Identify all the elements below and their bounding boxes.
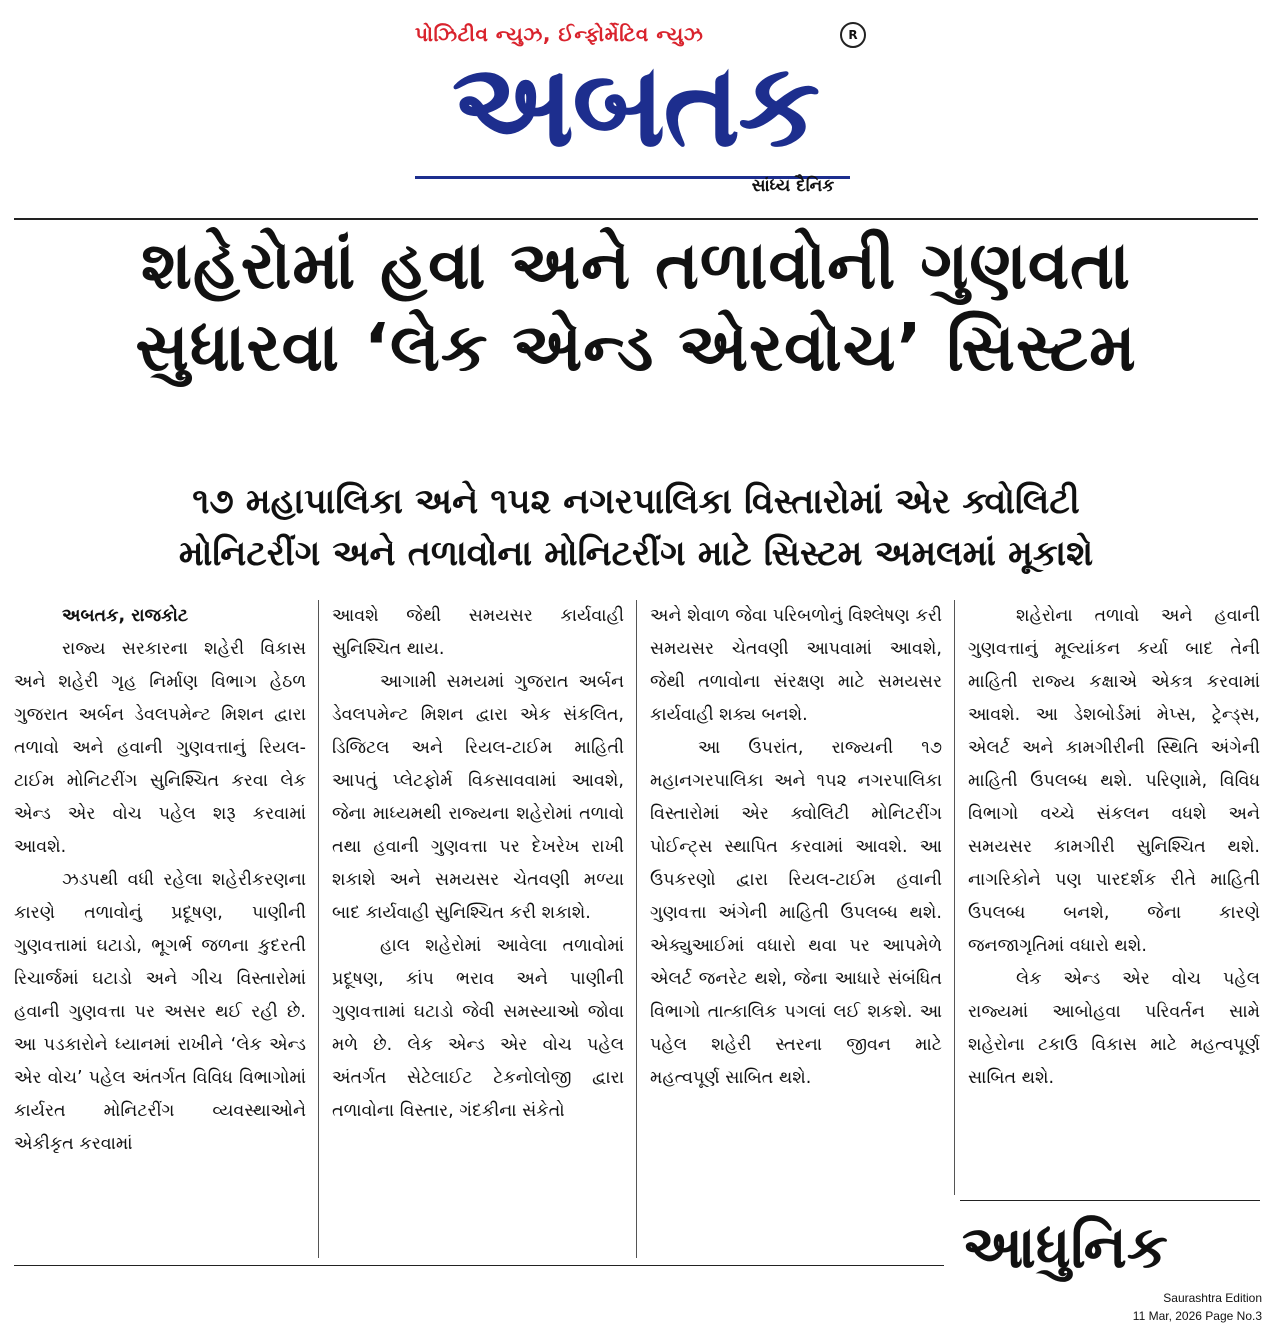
newspaper-logo: અબતક [451, 42, 819, 170]
edition-info [1062, 1289, 1262, 1325]
column-divider [954, 600, 955, 1195]
headline-line-2: સુધારવા ‘લેક એન્ડ એરવોચ’ સિસ્ટમ [135, 309, 1137, 386]
column-divider [636, 600, 637, 1258]
date-page: 11 Mar, 2026 Page No.3 [1132, 1309, 1262, 1323]
article-paragraph: ઝડપથી વધી રહેલા શહેરીકરણના કારણે તળાવોનું પ્રદૂષણ, પાણીની ગુણવત્તામાં ઘટાડો, ભૂગર્ભ જળના કુદરતી રિચાર્જમાં ઘટાડો અને ગીચ વિસ્તારોમાં હવાની ગુણવત્તા પર અસર થઈ રહી છે. આ પડકારોને ધ્યાનમાં રાખીને ‘લેક એન્ડ એર વોચ’ પહેલ અંતર્ગત વિવિધ વિભાગોમાં કાર્યરત મોનિટરીંગ વ્યવસ્થાઓને એકીકૃત કરવામાં [14, 870, 306, 1154]
main-headline [14, 225, 1258, 389]
bottom-divider [14, 1265, 944, 1266]
article-paragraph: આ ઉપરાંત, રાજ્યની ૧૭ મહાનગરપાલિકા અને ૧૫૨ નગરપાલિકા વિસ્તારોમાં એર ક્વોલિટી મોનિટરીંગ પોઈન્ટ્સ સ્થાપિત કરવામાં આવશે. આ ઉપકરણો દ્વારા રિયલ-ટાઈમ હવાની ગુણવત્તા અંગેની માહિતી ઉપલબ્ધ થશે. એક્યુઆઈમાં વધારો થવા પર આપમેળે એલર્ટ જનરેટ થશે, જેના આધારે સંબંધિત વિભાગો તાત્કાલિક પગલાં લઈ શકશે. આ પહેલ શહેરી સ્તરના જીવન માટે મહત્વપૂર્ણ સાબિત થશે. [650, 738, 942, 1088]
masthead [0, 0, 1272, 215]
article-column-4 [968, 600, 1260, 1195]
subheadline-line-1: ૧૭ મહાપાલિકા અને ૧૫૨ નગરપાલિકા વિસ્તારોમાં એર ક્વોલિટી [192, 482, 1080, 522]
header-divider [14, 218, 1258, 220]
cut-off-next-headline [290, 1268, 790, 1296]
article-paragraph: આવશે જેથી સમયસર કાર્યવાહી સુનિશ્ચિત થાય. [332, 606, 624, 659]
subheadline-line-2: મોનિટરીંગ અને તળાવોના મોનિટરીંગ માટે સિસ્ટમ અમલમાં મૂકાશે [178, 534, 1094, 574]
article-column-1 [14, 600, 306, 1258]
article-column-2 [332, 600, 624, 1258]
registered-mark-icon: R [840, 22, 866, 48]
article-paragraph: શહેરોના તળાવો અને હવાની ગુણવત્તાનું મૂલ્યાંકન કર્યા બાદ તેની માહિતી રાજ્ય કક્ષાએ એકત્ર કરવામાં આવશે. આ ડેશબોર્ડમાં મેપ્સ, ટ્રેન્ડ્સ, એલર્ટ અને કામગીરીની સ્થિતિ અંગેની માહિતી ઉપલબ્ધ થશે. પરિણામે, વિવિધ વિભાગો વચ્ચે સંકલન વધશે અને સમયસર કામગીરી સુનિશ્ચિત થશે. નાગરિકોને પણ પારદર્શક રીતે માહિતી ઉપલબ્ધ બનશે, જેના કારણે જનજાગૃતિમાં વધારો થશે. [968, 606, 1260, 956]
article-paragraph: રાજ્ય સરકારના શહેરી વિકાસ અને શહેરી ગૃહ નિર્માણ વિભાગ હેઠળ ગુજરાત અર્બન ડેવલપમેન્ટ મિશન દ્વારા તળાવો અને હવાની ગુણવત્તાનું રિયલ-ટાઈમ મોનિટરીંગ સુનિશ્ચિત કરવા લેક એન્ડ એર વોચ પહેલ શરૂ કરવામાં આવશે. [14, 639, 306, 857]
article-paragraph: હાલ શહેરોમાં આવેલા તળાવોમાં પ્રદૂષણ, કાંપ ભરાવ અને પાણીની ગુણવત્તામાં ઘટાડો જેવી સમસ્યાઓ જોવા મળે છે. લેક એન્ડ એર વોચ પહેલ અંતર્ગત સેટેલાઈટ ટેકનોલોજી દ્વારા તળાવોના વિસ્તાર, ગંદકીના સંકેતો [332, 936, 624, 1121]
ad-divider [960, 1200, 1260, 1201]
article-paragraph: આગામી સમયમાં ગુજરાત અર્બન ડેવલપમેન્ટ મિશન દ્વારા એક સંકલિત, ડિજિટલ અને રિયલ-ટાઈમ માહિતી આપતું પ્લેટફોર્મ વિકસાવવામાં આવશે, જેના માધ્યમથી રાજ્યના શહેરોમાં તળાવો તથા હવાની ગુણવત્તા પર દેખરેખ રાખી શકાશે અને સમયસર ચેતવણી મળ્યા બાદ કાર્યવાહી સુનિશ્ચિત કરી શકાશે. [332, 672, 624, 923]
column-divider [318, 600, 319, 1258]
article-paragraph: લેક એન્ડ એર વોચ પહેલ રાજ્યમાં આબોહવા પરિવર્તન સામે શહેરોના ટકાઉ વિકાસ માટે મહત્વપૂર્ણ સાબિત થશે. [968, 969, 1260, 1088]
byline: અબતક, રાજકોટ [62, 606, 189, 626]
masthead-tagline: પોઝિટીવ ન્યુઝ, ઈન્ફોર્મેટિવ ન્યુઝ [415, 22, 704, 46]
advertisement-snippet: આધુનિક [962, 1213, 1168, 1281]
masthead-subtitle: સાંધ્ય દૈનિક [751, 176, 835, 196]
article-paragraph: અને શેવાળ જેવા પરિબળોનું વિશ્લેષણ કરી સમયસર ચેતવણી આપવામાં આવશે, જેથી તળાવોના સંરક્ષણ માટે સમયસર કાર્યવાહી શક્ય બનશે. [650, 606, 942, 725]
article-column-3 [650, 600, 942, 1258]
sub-headline [14, 476, 1258, 580]
headline-line-1: શહેરોમાં હવા અને તળાવોની ગુણવતા [141, 227, 1131, 304]
edition-name: Saurashtra Edition [1163, 1291, 1262, 1305]
